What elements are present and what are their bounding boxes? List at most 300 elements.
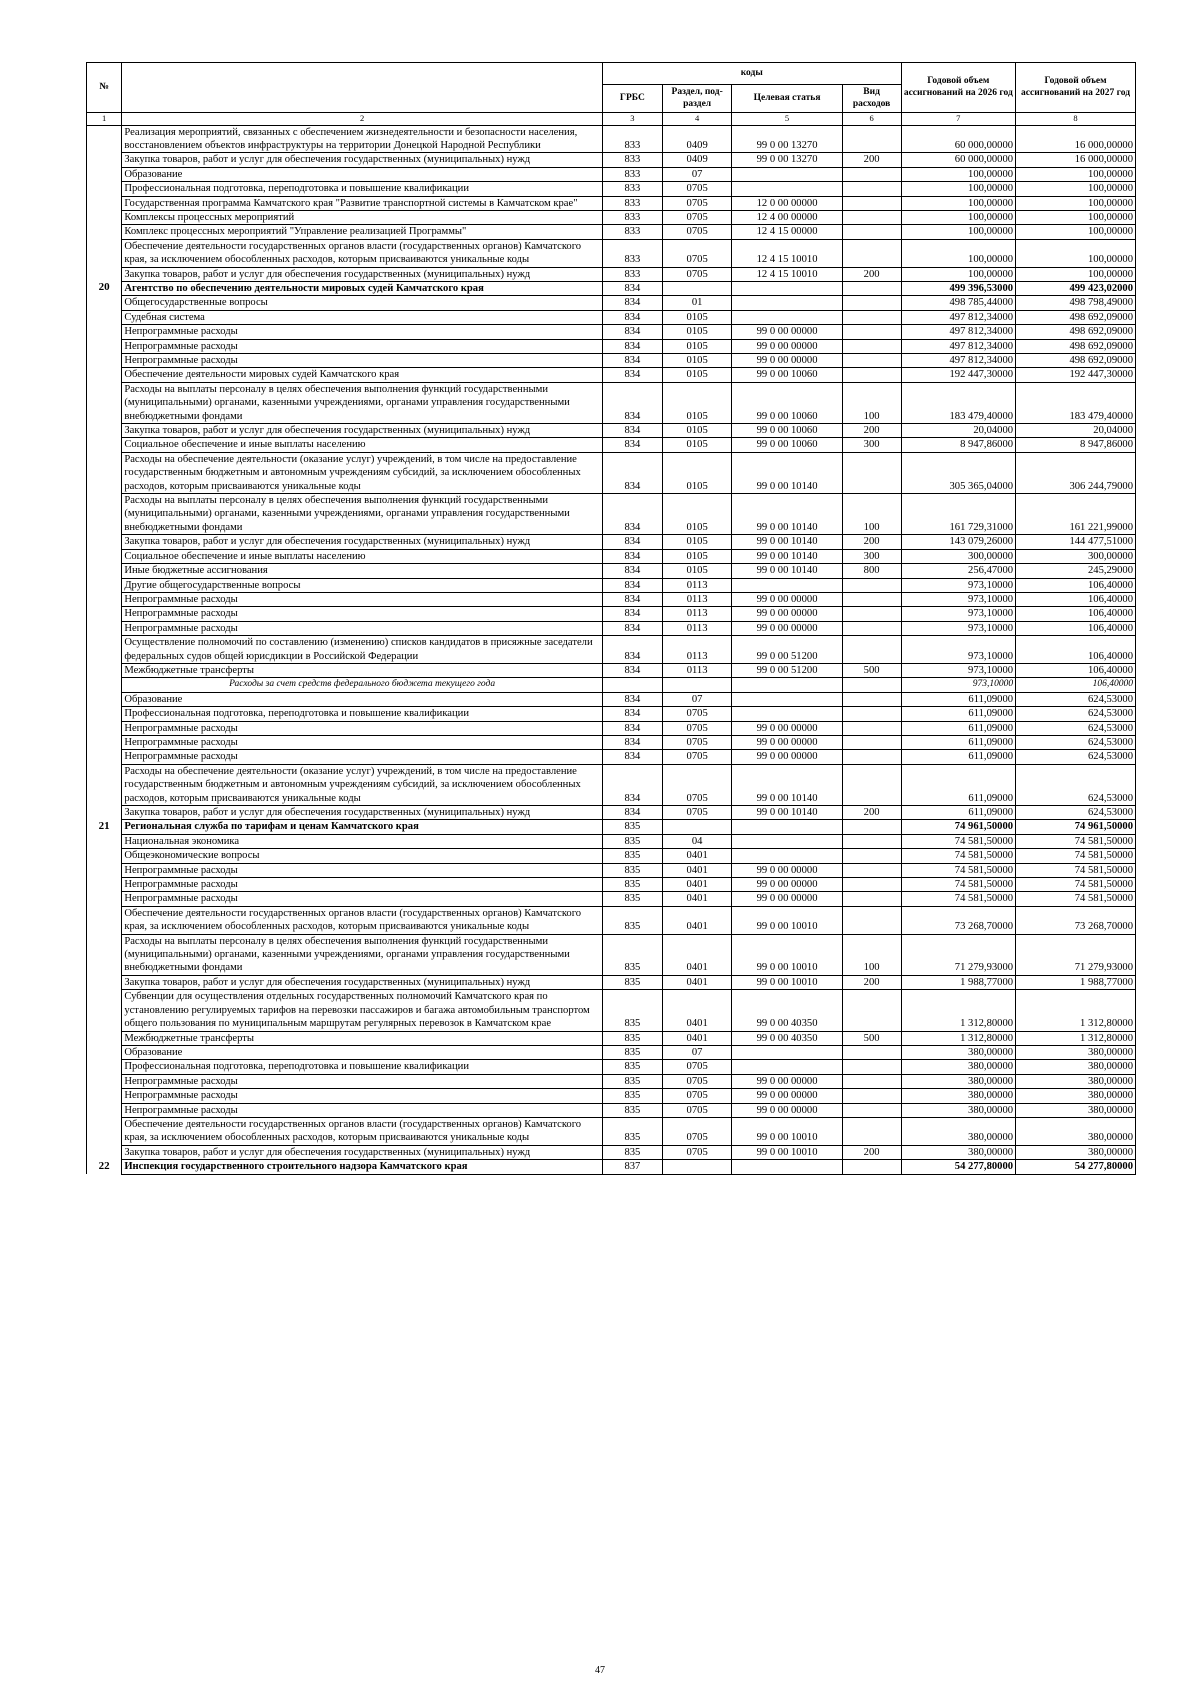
row-name: Непрограммные расходы	[122, 721, 603, 735]
row-amount-2027: 54 277,80000	[1016, 1160, 1136, 1174]
row-number	[87, 678, 122, 692]
row-amount-2027: 624,53000	[1016, 707, 1136, 721]
row-amount-2027: 106,40000	[1016, 578, 1136, 592]
row-expense-type: 200	[842, 153, 901, 167]
row-number	[87, 438, 122, 452]
row-grbs: 835	[602, 820, 662, 834]
row-grbs: 833	[602, 210, 662, 224]
row-name: Субвенции для осуществления отдельных государственных полномочий Камчатского края по установлению регулируемых тарифов на перевозки пассажиров и багажа автомобильным транспортом общего пользования по муниципальным маршрутам регулярных перевозок в Камчатском крае	[122, 990, 603, 1031]
row-number	[87, 1060, 122, 1074]
row-grbs: 834	[602, 750, 662, 764]
row-amount-2026: 499 396,53000	[901, 281, 1016, 295]
row-target-article	[732, 707, 842, 721]
table-row	[87, 1160, 1136, 1174]
row-grbs: 835	[602, 1103, 662, 1117]
row-expense-type	[842, 849, 901, 863]
row-amount-2027: 100,00000	[1016, 167, 1136, 181]
row-amount-2027: 498 692,09000	[1016, 354, 1136, 368]
row-amount-2026: 300,00000	[901, 549, 1016, 563]
row-amount-2026: 973,10000	[901, 578, 1016, 592]
row-target-article: 99 0 00 00000	[732, 863, 842, 877]
row-number	[87, 267, 122, 281]
row-amount-2027: 499 423,02000	[1016, 281, 1136, 295]
row-name: Инспекция государственного строительного надзора Камчатского края	[122, 1160, 603, 1174]
row-target-article	[732, 692, 842, 706]
table-body	[87, 125, 1136, 1174]
table-header	[87, 63, 1136, 126]
row-amount-2027: 192 447,30000	[1016, 368, 1136, 382]
row-amount-2026: 73 268,70000	[901, 906, 1016, 934]
row-number	[87, 764, 122, 805]
row-amount-2027: 624,53000	[1016, 750, 1136, 764]
row-name: Непрограммные расходы	[122, 354, 603, 368]
row-amount-2026: 497 812,34000	[901, 339, 1016, 353]
row-amount-2026: 973,10000	[901, 607, 1016, 621]
table-row	[87, 182, 1136, 196]
row-amount-2026: 100,00000	[901, 210, 1016, 224]
row-amount-2026: 74 581,50000	[901, 892, 1016, 906]
row-grbs: 833	[602, 196, 662, 210]
row-number	[87, 196, 122, 210]
row-expense-type: 200	[842, 975, 901, 989]
row-grbs: 834	[602, 310, 662, 324]
row-amount-2027: 20,04000	[1016, 424, 1136, 438]
row-razdel: 0705	[662, 1145, 732, 1159]
table-row	[87, 607, 1136, 621]
row-name: Образование	[122, 167, 603, 181]
row-name: Непрограммные расходы	[122, 339, 603, 353]
row-amount-2026: 74 581,50000	[901, 878, 1016, 892]
row-number	[87, 153, 122, 167]
row-target-article: 99 0 00 00000	[732, 892, 842, 906]
row-amount-2027: 144 477,51000	[1016, 535, 1136, 549]
row-number	[87, 310, 122, 324]
row-grbs: 834	[602, 382, 662, 423]
row-grbs: 835	[602, 990, 662, 1031]
row-razdel: 0105	[662, 452, 732, 493]
row-number	[87, 1089, 122, 1103]
row-amount-2026: 74 581,50000	[901, 834, 1016, 848]
row-target-article: 12 4 15 10010	[732, 267, 842, 281]
row-amount-2027: 100,00000	[1016, 210, 1136, 224]
row-name: Обеспечение деятельности государственных органов власти (государственных органов) Камчатского края, за исключением обособленных расходов, которым присваиваются уникальные коды	[122, 906, 603, 934]
table-row	[87, 636, 1136, 664]
row-amount-2027: 73 268,70000	[1016, 906, 1136, 934]
row-expense-type: 300	[842, 549, 901, 563]
row-amount-2027: 106,40000	[1016, 621, 1136, 635]
row-razdel	[662, 678, 732, 692]
row-amount-2027: 624,53000	[1016, 764, 1136, 805]
row-razdel: 0105	[662, 339, 732, 353]
row-razdel: 0113	[662, 621, 732, 635]
row-number	[87, 225, 122, 239]
row-razdel: 0105	[662, 325, 732, 339]
row-target-article: 12 4 15 00000	[732, 225, 842, 239]
row-number	[87, 182, 122, 196]
table-row	[87, 975, 1136, 989]
row-razdel: 0105	[662, 310, 732, 324]
row-name: Закупка товаров, работ и услуг для обеспечения государственных (муниципальных) нужд	[122, 424, 603, 438]
table-row	[87, 535, 1136, 549]
table-row	[87, 281, 1136, 295]
row-razdel: 0401	[662, 878, 732, 892]
table-row	[87, 452, 1136, 493]
row-amount-2027: 624,53000	[1016, 735, 1136, 749]
row-razdel: 0705	[662, 750, 732, 764]
row-razdel	[662, 1160, 732, 1174]
row-number	[87, 707, 122, 721]
row-razdel: 0105	[662, 549, 732, 563]
row-number	[87, 1103, 122, 1117]
row-expense-type	[842, 1089, 901, 1103]
row-amount-2026: 380,00000	[901, 1045, 1016, 1059]
row-razdel: 0705	[662, 210, 732, 224]
row-expense-type	[842, 310, 901, 324]
row-expense-type	[842, 592, 901, 606]
row-grbs: 834	[602, 494, 662, 535]
row-razdel: 0105	[662, 535, 732, 549]
row-expense-type	[842, 296, 901, 310]
table-row	[87, 153, 1136, 167]
row-razdel: 0705	[662, 267, 732, 281]
row-grbs: 835	[602, 1074, 662, 1088]
row-razdel: 0113	[662, 607, 732, 621]
row-target-article	[732, 296, 842, 310]
row-name: Закупка товаров, работ и услуг для обеспечения государственных (муниципальных) нужд	[122, 806, 603, 820]
row-razdel: 0705	[662, 806, 732, 820]
row-grbs: 834	[602, 549, 662, 563]
row-amount-2026: 380,00000	[901, 1074, 1016, 1088]
row-razdel: 07	[662, 167, 732, 181]
row-amount-2027: 16 000,00000	[1016, 125, 1136, 153]
row-target-article: 99 0 00 00000	[732, 1103, 842, 1117]
row-name: Профессиональная подготовка, переподготовка и повышение квалификации	[122, 707, 603, 721]
row-razdel: 0705	[662, 239, 732, 267]
row-amount-2027: 16 000,00000	[1016, 153, 1136, 167]
row-amount-2027: 100,00000	[1016, 239, 1136, 267]
row-name: Государственная программа Камчатского края "Развитие транспортной системы в Камчатском крае"	[122, 196, 603, 210]
header-2026: Годовой объем ассигнований на 2026 год	[901, 63, 1016, 113]
row-expense-type: 100	[842, 382, 901, 423]
row-number	[87, 325, 122, 339]
row-target-article: 99 0 00 00000	[732, 735, 842, 749]
row-target-article	[732, 678, 842, 692]
row-amount-2026: 497 812,34000	[901, 354, 1016, 368]
row-name: Непрограммные расходы	[122, 892, 603, 906]
row-amount-2027: 8 947,86000	[1016, 438, 1136, 452]
row-amount-2026: 973,10000	[901, 663, 1016, 677]
row-target-article: 99 0 00 10010	[732, 1117, 842, 1145]
row-number	[87, 607, 122, 621]
colnum-2: 2	[122, 113, 603, 126]
row-expense-type	[842, 196, 901, 210]
row-name: Профессиональная подготовка, переподготовка и повышение квалификации	[122, 182, 603, 196]
table-row	[87, 339, 1136, 353]
row-razdel: 0705	[662, 707, 732, 721]
row-razdel: 0705	[662, 1103, 732, 1117]
row-number	[87, 621, 122, 635]
row-target-article	[732, 849, 842, 863]
row-expense-type	[842, 750, 901, 764]
table-row	[87, 692, 1136, 706]
row-expense-type	[842, 820, 901, 834]
row-amount-2027: 100,00000	[1016, 196, 1136, 210]
row-number	[87, 834, 122, 848]
row-target-article	[732, 820, 842, 834]
row-grbs: 833	[602, 225, 662, 239]
colnum-7: 7	[901, 113, 1016, 126]
row-number	[87, 368, 122, 382]
row-name: Закупка товаров, работ и услуг для обеспечения государственных (муниципальных) нужд	[122, 1145, 603, 1159]
row-expense-type: 800	[842, 564, 901, 578]
row-amount-2026: 305 365,04000	[901, 452, 1016, 493]
row-expense-type	[842, 607, 901, 621]
row-razdel: 0705	[662, 764, 732, 805]
row-name: Осуществление полномочий по составлению (изменению) списков кандидатов в присяжные заседатели федеральных судов общей юрисдикции в Российской Федерации	[122, 636, 603, 664]
row-target-article	[732, 834, 842, 848]
table-row	[87, 849, 1136, 863]
row-expense-type	[842, 1074, 901, 1088]
row-grbs: 834	[602, 636, 662, 664]
row-amount-2027: 161 221,99000	[1016, 494, 1136, 535]
row-grbs: 834	[602, 735, 662, 749]
row-target-article: 99 0 00 13270	[732, 153, 842, 167]
row-amount-2026: 60 000,00000	[901, 153, 1016, 167]
row-razdel: 0705	[662, 1074, 732, 1088]
row-razdel: 0401	[662, 849, 732, 863]
row-grbs: 835	[602, 1145, 662, 1159]
row-target-article: 99 0 00 00000	[732, 721, 842, 735]
row-grbs: 834	[602, 424, 662, 438]
row-grbs: 834	[602, 578, 662, 592]
row-amount-2026: 161 729,31000	[901, 494, 1016, 535]
row-razdel: 0105	[662, 382, 732, 423]
row-number	[87, 863, 122, 877]
row-amount-2026: 1 312,80000	[901, 990, 1016, 1031]
row-name: Региональная служба по тарифам и ценам Камчатского края	[122, 820, 603, 834]
row-target-article: 99 0 00 10060	[732, 424, 842, 438]
row-name: Непрограммные расходы	[122, 1103, 603, 1117]
row-target-article: 99 0 00 00000	[732, 354, 842, 368]
row-target-article: 99 0 00 10140	[732, 535, 842, 549]
row-amount-2026: 192 447,30000	[901, 368, 1016, 382]
row-target-article: 99 0 00 13270	[732, 125, 842, 153]
row-amount-2026: 100,00000	[901, 267, 1016, 281]
row-grbs: 835	[602, 849, 662, 863]
row-amount-2027: 498 798,49000	[1016, 296, 1136, 310]
row-name: Другие общегосударственные вопросы	[122, 578, 603, 592]
header-razdel: Раздел, под-раздел	[662, 85, 732, 113]
row-razdel: 01	[662, 296, 732, 310]
row-grbs: 834	[602, 806, 662, 820]
row-razdel: 0113	[662, 592, 732, 606]
table-row	[87, 990, 1136, 1031]
row-name: Образование	[122, 692, 603, 706]
table-row	[87, 438, 1136, 452]
row-number: 20	[87, 281, 122, 295]
table-row	[87, 934, 1136, 975]
table-row	[87, 878, 1136, 892]
row-number: 22	[87, 1160, 122, 1174]
row-expense-type	[842, 1117, 901, 1145]
row-name: Непрограммные расходы	[122, 325, 603, 339]
table-row	[87, 354, 1136, 368]
row-amount-2027: 74 961,50000	[1016, 820, 1136, 834]
row-name: Комплекс процессных мероприятий "Управление реализацией Программы"	[122, 225, 603, 239]
row-amount-2026: 183 479,40000	[901, 382, 1016, 423]
row-razdel: 0105	[662, 438, 732, 452]
table-row	[87, 564, 1136, 578]
row-name: Реализация мероприятий, связанных с обеспечением жизнедеятельности и безопасности населения, восстановлением объектов инфраструктуры на территории Донецкой Народной Республики	[122, 125, 603, 153]
row-number	[87, 1145, 122, 1159]
row-name: Закупка товаров, работ и услуг для обеспечения государственных (муниципальных) нужд	[122, 535, 603, 549]
row-amount-2027: 380,00000	[1016, 1074, 1136, 1088]
row-razdel: 0705	[662, 182, 732, 196]
row-amount-2026: 498 785,44000	[901, 296, 1016, 310]
row-razdel: 0705	[662, 196, 732, 210]
row-grbs: 834	[602, 621, 662, 635]
row-razdel: 0401	[662, 863, 732, 877]
row-number	[87, 1031, 122, 1045]
row-target-article: 99 0 00 51200	[732, 636, 842, 664]
row-expense-type	[842, 1045, 901, 1059]
row-grbs: 834	[602, 707, 662, 721]
row-expense-type	[842, 182, 901, 196]
table-row	[87, 1074, 1136, 1088]
row-razdel: 0705	[662, 735, 732, 749]
table-row	[87, 494, 1136, 535]
table-row	[87, 1145, 1136, 1159]
row-name: Обеспечение деятельности государственных органов власти (государственных органов) Камчатского края, за исключением обособленных расходов, которым присваиваются уникальные коды	[122, 239, 603, 267]
row-expense-type	[842, 621, 901, 635]
row-name: Социальное обеспечение и иные выплаты населению	[122, 549, 603, 563]
row-grbs: 834	[602, 452, 662, 493]
header-name	[122, 63, 603, 113]
table-row	[87, 549, 1136, 563]
table-row	[87, 424, 1136, 438]
row-expense-type	[842, 892, 901, 906]
row-target-article: 99 0 00 40350	[732, 1031, 842, 1045]
row-amount-2027: 245,29000	[1016, 564, 1136, 578]
row-expense-type	[842, 721, 901, 735]
row-amount-2027: 380,00000	[1016, 1103, 1136, 1117]
row-expense-type	[842, 1103, 901, 1117]
table-row	[87, 764, 1136, 805]
table-row	[87, 820, 1136, 834]
row-amount-2027: 624,53000	[1016, 692, 1136, 706]
row-name: Общегосударственные вопросы	[122, 296, 603, 310]
table-row	[87, 167, 1136, 181]
table-row	[87, 906, 1136, 934]
row-grbs: 835	[602, 834, 662, 848]
row-amount-2027: 74 581,50000	[1016, 849, 1136, 863]
table-row	[87, 578, 1136, 592]
table-row	[87, 239, 1136, 267]
row-amount-2027: 498 692,09000	[1016, 339, 1136, 353]
row-razdel: 0401	[662, 892, 732, 906]
row-amount-2026: 54 277,80000	[901, 1160, 1016, 1174]
row-amount-2027: 74 581,50000	[1016, 892, 1136, 906]
row-target-article	[732, 1160, 842, 1174]
row-name: Непрограммные расходы	[122, 1074, 603, 1088]
row-number	[87, 424, 122, 438]
row-amount-2027: 624,53000	[1016, 806, 1136, 820]
row-number	[87, 1117, 122, 1145]
row-razdel: 0409	[662, 153, 732, 167]
row-number	[87, 452, 122, 493]
row-expense-type	[842, 863, 901, 877]
row-razdel: 0105	[662, 494, 732, 535]
row-target-article: 99 0 00 10060	[732, 368, 842, 382]
row-amount-2026: 8 947,86000	[901, 438, 1016, 452]
row-expense-type: 200	[842, 535, 901, 549]
row-grbs: 835	[602, 892, 662, 906]
row-amount-2026: 380,00000	[901, 1117, 1016, 1145]
row-target-article: 99 0 00 00000	[732, 339, 842, 353]
row-amount-2027: 498 692,09000	[1016, 310, 1136, 324]
row-number	[87, 692, 122, 706]
row-amount-2026: 973,10000	[901, 636, 1016, 664]
row-expense-type	[842, 325, 901, 339]
row-razdel: 0401	[662, 1031, 732, 1045]
row-number	[87, 354, 122, 368]
row-grbs: 833	[602, 153, 662, 167]
row-number	[87, 125, 122, 153]
row-expense-type	[842, 339, 901, 353]
row-expense-type	[842, 636, 901, 664]
row-amount-2027: 74 581,50000	[1016, 863, 1136, 877]
row-amount-2026: 74 581,50000	[901, 863, 1016, 877]
row-razdel: 0401	[662, 934, 732, 975]
row-name: Расходы на обеспечение деятельности (оказание услуг) учреждений, в том числе на предоставление государственным бюджетным и автономным учреждениям субсидий, за исключением обособленных расходов, которым присваиваются уникальные коды	[122, 452, 603, 493]
row-razdel	[662, 281, 732, 295]
row-number	[87, 494, 122, 535]
row-name: Непрограммные расходы	[122, 1089, 603, 1103]
row-target-article: 99 0 00 10140	[732, 494, 842, 535]
row-number	[87, 878, 122, 892]
colnum-3: 3	[602, 113, 662, 126]
row-amount-2026: 100,00000	[901, 167, 1016, 181]
row-number	[87, 535, 122, 549]
row-expense-type: 500	[842, 663, 901, 677]
row-razdel: 0105	[662, 564, 732, 578]
row-amount-2026: 1 312,80000	[901, 1031, 1016, 1045]
row-expense-type: 300	[842, 438, 901, 452]
row-razdel: 07	[662, 1045, 732, 1059]
row-expense-type	[842, 167, 901, 181]
row-expense-type	[842, 578, 901, 592]
row-amount-2027: 71 279,93000	[1016, 934, 1136, 975]
row-grbs: 834	[602, 296, 662, 310]
table-row	[87, 210, 1136, 224]
colnum-1: 1	[87, 113, 122, 126]
row-amount-2026: 497 812,34000	[901, 310, 1016, 324]
table-row	[87, 592, 1136, 606]
row-amount-2026: 100,00000	[901, 182, 1016, 196]
row-grbs: 834	[602, 281, 662, 295]
table-row	[87, 225, 1136, 239]
row-number	[87, 296, 122, 310]
header-grbs: ГРБС	[602, 85, 662, 113]
budget-table	[86, 62, 1136, 1175]
row-target-article: 99 0 00 40350	[732, 990, 842, 1031]
row-number	[87, 578, 122, 592]
row-expense-type	[842, 1160, 901, 1174]
row-amount-2027: 100,00000	[1016, 182, 1136, 196]
row-razdel: 0105	[662, 424, 732, 438]
row-expense-type: 200	[842, 424, 901, 438]
row-name: Национальная экономика	[122, 834, 603, 848]
